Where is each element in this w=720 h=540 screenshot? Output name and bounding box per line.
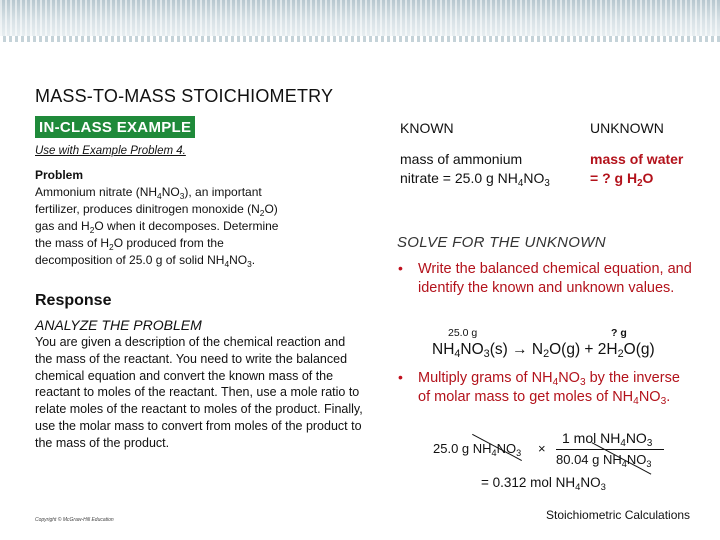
in-class-example-badge: IN-CLASS EXAMPLE	[35, 116, 195, 138]
known-heading: KNOWN	[400, 120, 454, 136]
balanced-equation: $NH_4NO_3(s) \to N_2O(g) + 2H_2O(g)$	[432, 341, 655, 360]
bullet-icon: •	[398, 260, 403, 276]
step-1-text: Write the balanced chemical equation, and identify the known and unknown values.	[418, 261, 692, 296]
equation-known-label: 25.0 g	[448, 327, 478, 339]
use-with-link[interactable]: Use with Example Problem 4.	[35, 145, 186, 157]
fraction-line	[556, 449, 664, 450]
unknown-heading: UNKNOWN	[590, 120, 664, 136]
decorative-header-band	[0, 0, 720, 42]
bullet-icon: •	[398, 369, 403, 385]
known-value: mass of ammonium nitrate = 25.0 g $NH_4NO_3$	[400, 151, 550, 189]
multiply-sign: ×	[538, 441, 546, 456]
footer-label: Stoichiometric Calculations	[546, 508, 691, 522]
problem-text: Ammonium nitrate $(NH_4NO_3)$, an important fertilizer, produces dinitrogen monoxide $(N_2O)$ gas and $H_2O$ when it decomposes. Determine the mass of $H_2O$ produced from the decomposition of 25.0 g of solid $NH_4NO_3$.	[35, 185, 279, 269]
page-title: MASS-TO-MASS STOICHIOMETRY	[35, 86, 334, 106]
solve-heading: SOLVE FOR THE UNKNOWN	[397, 234, 606, 251]
calc-given: 25.0 g $NH_4NO_3$	[433, 441, 522, 458]
problem-heading: Problem	[35, 168, 84, 182]
copyright-notice: Copyright © McGraw-Hill Education	[35, 517, 114, 523]
analyze-heading: ANALYZE THE PROBLEM	[35, 317, 202, 333]
calc-denominator: 80.04 g $NH_4NO_3$	[556, 452, 652, 469]
calc-numerator: 1 mol $NH_4NO_3$	[562, 430, 653, 449]
calc-result: = 0.312 mol $NH_4NO_3$	[481, 475, 606, 493]
equation-unknown-label: ? g	[611, 327, 627, 339]
unknown-value: mass of water = ? g $H_2O$	[590, 151, 684, 189]
response-heading: Response	[35, 292, 112, 309]
step-2-text: Multiply grams of $NH_4NO_3$ by the inverse of molar mass to get moles of $NH_4NO_3$.	[418, 370, 680, 407]
analysis-text: You are given a description of the chemical reaction and the mass of the reactant. You need to write the balanced chemical equation and convert the known mass of the reactant to moles of the reactant. Then, use a mole ratio to relate moles of the reactant to moles of the product. Finally, use the molar mass to convert from moles of the product to the mass of the product.	[35, 335, 363, 450]
